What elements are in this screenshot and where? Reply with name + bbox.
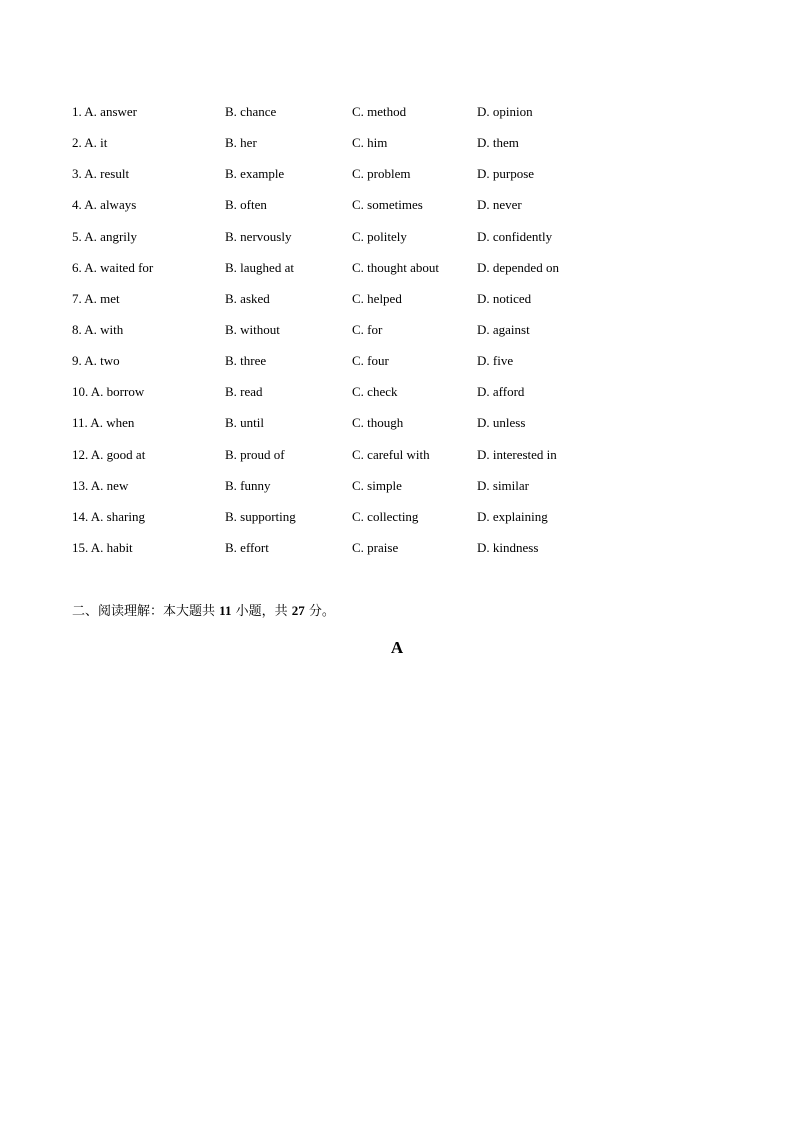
question-row-8: [72, 319, 732, 350]
question-row-4: [72, 194, 732, 225]
option-c: C. collecting: [352, 508, 419, 524]
question-row-11: [72, 412, 732, 443]
section-middle: 小题，共: [235, 604, 288, 619]
question-row-14: [72, 506, 732, 537]
option-a: 11. A. when: [72, 415, 135, 431]
option-d: D. purpose: [477, 166, 535, 182]
option-b: B. laughed at: [225, 259, 294, 275]
option-a: 14. A. sharing: [72, 508, 145, 524]
option-c: C. sometimes: [352, 197, 423, 213]
option-d: D. unless: [477, 415, 526, 431]
option-c: C. for: [352, 321, 383, 337]
option-c: C. check: [352, 384, 398, 400]
question-row-10: [72, 381, 732, 412]
option-b: B. proud of: [225, 446, 285, 462]
question-row-12: [72, 444, 732, 475]
option-a: 12. A. good at: [72, 446, 146, 462]
option-c: C. helped: [352, 290, 402, 306]
question-row-2: [72, 132, 732, 163]
question-row-15: [72, 537, 732, 568]
question-row-1: [72, 101, 732, 132]
option-b: B. read: [225, 384, 263, 400]
option-d: D. kindness: [477, 539, 539, 555]
option-b: B. example: [225, 166, 285, 182]
option-c: C. politely: [352, 228, 407, 244]
question-row-3: [72, 163, 732, 194]
section-count: 11: [219, 603, 232, 618]
section-heading-reading: [72, 600, 335, 623]
option-d: D. afford: [477, 384, 525, 400]
section-suffix: 分。: [308, 604, 335, 619]
option-b: B. her: [225, 135, 257, 151]
option-b: B. effort: [225, 539, 269, 555]
option-d: D. against: [477, 321, 530, 337]
option-c: C. four: [352, 353, 389, 369]
option-b: B. often: [225, 197, 267, 213]
option-b: B. three: [225, 353, 267, 369]
option-a: 3. A. result: [72, 166, 130, 182]
option-a: 9. A. two: [72, 353, 120, 369]
option-a: 10. A. borrow: [72, 384, 145, 400]
option-c: C. though: [352, 415, 404, 431]
option-a: 15. A. habit: [72, 539, 133, 555]
option-d: D. confidently: [477, 228, 553, 244]
option-a: 13. A. new: [72, 477, 129, 493]
option-a: 8. A. with: [72, 321, 124, 337]
option-b: B. funny: [225, 477, 271, 493]
option-c: C. method: [352, 104, 407, 119]
option-d: D. interested in: [477, 446, 557, 462]
option-a: 5. A. angrily: [72, 228, 137, 244]
option-c: C. thought about: [352, 259, 440, 275]
section-prefix: 二、阅读理解：本大题共: [72, 604, 216, 619]
option-a: 4. A. always: [72, 197, 137, 213]
option-c: C. careful with: [352, 446, 430, 462]
option-d: D. similar: [477, 477, 529, 493]
option-c: C. praise: [352, 539, 399, 555]
option-d: D. noticed: [477, 290, 532, 306]
option-b: B. nervously: [225, 228, 292, 244]
question-row-13: [72, 475, 732, 506]
option-d: D. never: [477, 197, 522, 213]
option-c: C. him: [352, 135, 388, 151]
option-d: D. opinion: [477, 104, 533, 119]
option-c: C. problem: [352, 166, 411, 182]
option-a: 7. A. met: [72, 290, 120, 306]
option-d: D. depended on: [477, 259, 559, 275]
option-a: 6. A. waited for: [72, 259, 154, 275]
option-c: C. simple: [352, 477, 402, 493]
passage-heading: A: [390, 638, 404, 657]
option-b: B. until: [225, 415, 265, 431]
question-row-7: [72, 288, 732, 319]
option-d: D. them: [477, 135, 519, 151]
option-d: D. explaining: [477, 508, 548, 524]
option-b: B. without: [225, 321, 280, 337]
answer-options-list: [72, 101, 732, 568]
question-row-5: [72, 226, 732, 257]
option-b: B. asked: [225, 290, 270, 306]
option-a: 1. A. answer: [72, 104, 137, 119]
section-score: 27: [291, 603, 305, 618]
option-d: D. five: [477, 353, 514, 369]
option-b: B. chance: [225, 104, 277, 119]
option-b: B. supporting: [225, 508, 296, 524]
question-row-9: [72, 350, 732, 381]
question-row-6: [72, 257, 732, 288]
option-a: 2. A. it: [72, 135, 108, 151]
